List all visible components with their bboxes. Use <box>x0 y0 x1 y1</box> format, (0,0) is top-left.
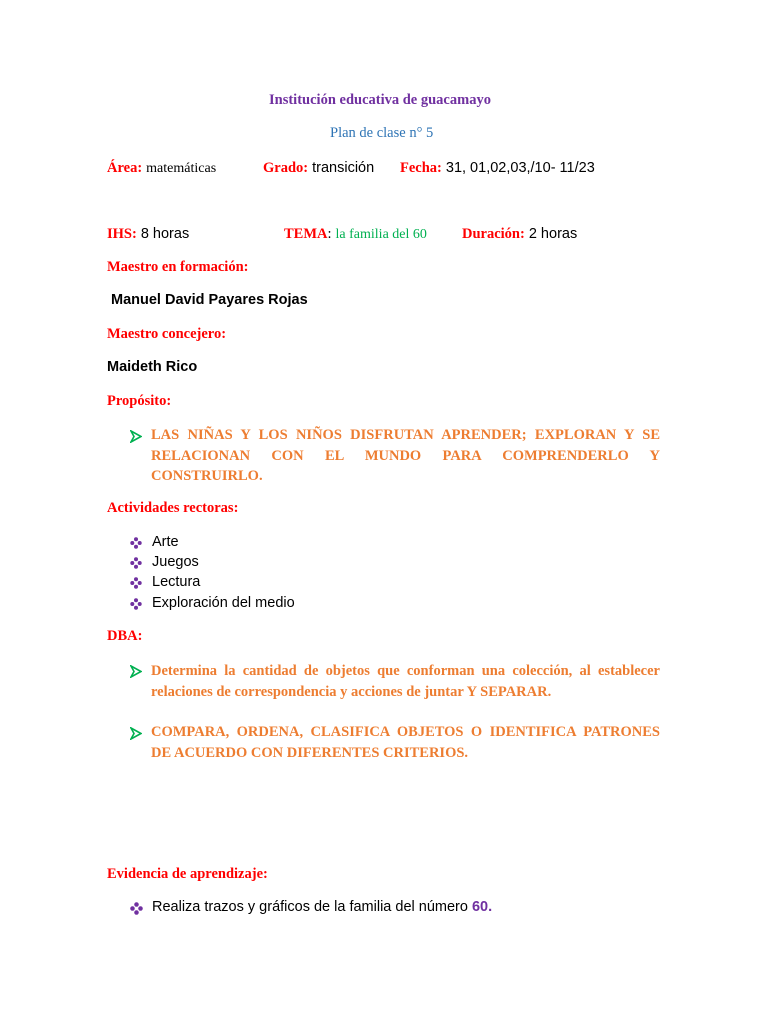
duracion-label: Duración: <box>462 226 525 242</box>
list-item: Exploración del medio <box>152 595 295 611</box>
diamond-bullet-icon <box>130 537 142 549</box>
actividades-label: Actividades rectoras: <box>107 500 239 516</box>
evidencia-text: Realiza trazos y gráficos de la familia del número <box>152 899 468 915</box>
fecha-value: 31, 01,02,03,/10- 11/23 <box>445 160 595 176</box>
proposito-text <box>151 425 660 487</box>
duracion-field <box>462 225 577 243</box>
duracion-value: 2 horas <box>528 226 578 242</box>
grado-value: transición <box>312 160 375 176</box>
list-item: Juegos <box>152 554 199 570</box>
evidencia-item <box>152 899 492 915</box>
arrow-bullet-icon <box>130 430 142 443</box>
tema-field <box>284 225 427 243</box>
ihs-label: IHS: <box>107 226 137 242</box>
ihs-value: 8 horas <box>140 226 190 242</box>
plan-title: Plan de clase n° 5 <box>330 125 434 141</box>
arrow-bullet-icon <box>130 665 142 678</box>
maestro-formacion-name: Manuel David Payares Rojas <box>111 292 308 308</box>
area-field <box>107 159 216 177</box>
fecha-field <box>400 159 595 177</box>
fecha-label: Fecha: <box>400 160 442 176</box>
diamond-bullet-icon <box>130 598 142 610</box>
dba-item-2 <box>151 722 660 763</box>
ihs-field <box>107 225 189 243</box>
proposito-label: Propósito: <box>107 393 172 409</box>
diamond-bullet-icon <box>130 557 142 569</box>
area-value: matemáticas <box>146 161 217 176</box>
maestro-formacion-label: Maestro en formación: <box>107 259 249 275</box>
dba-item-2-text: COMPARA, ORDENA, CLASIFICA OBJETOS O IDENTIFICA PATRONES DE ACUERDO CON DIFERENTES CRITERIOS. <box>151 724 660 761</box>
tema-label: TEMA <box>284 226 328 242</box>
maestro-consejero-name: Maideth Rico <box>107 359 198 375</box>
dba-label: DBA: <box>107 628 143 644</box>
tema-value: la familia del 60 <box>335 227 427 242</box>
tema-colon: : <box>327 226 332 242</box>
dba-item-1 <box>151 661 660 702</box>
area-label: Área: <box>107 160 143 176</box>
institution-title: Institución educativa de guacamayo <box>269 92 491 108</box>
diamond-bullet-icon <box>130 902 143 915</box>
evidencia-number: 60. <box>471 899 493 915</box>
diamond-bullet-icon <box>130 577 142 589</box>
list-item: Lectura <box>152 574 201 590</box>
list-item: Arte <box>152 534 179 550</box>
proposito-text-content: LAS NIÑAS Y LOS NIÑOS DISFRUTAN APRENDER; EXPLORAN Y SE RELACIONAN CON EL MUNDO PARA COMPRENDERLO Y CONSTRUIRLO. <box>151 427 660 484</box>
evidencia-label: Evidencia de aprendizaje: <box>107 866 268 882</box>
grado-label: Grado: <box>263 160 309 176</box>
arrow-bullet-icon <box>130 727 142 740</box>
grado-field <box>263 159 374 177</box>
dba-item-1-text: Determina la cantidad de objetos que conforman una colección, al establecer relaciones de correspondencia y acciones de juntar Y SEPARAR. <box>151 663 660 700</box>
maestro-consejero-label: Maestro concejero: <box>107 326 227 342</box>
